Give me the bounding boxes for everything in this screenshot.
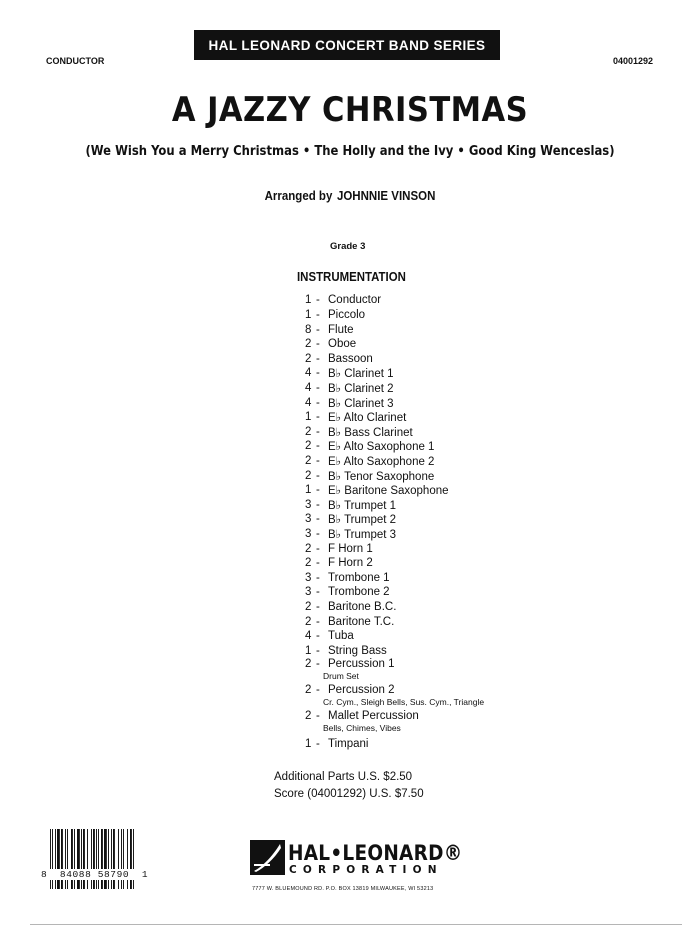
separator-dash: -	[316, 338, 320, 351]
instrument-row	[305, 600, 484, 615]
arranger-prefix: Arranged by	[264, 189, 333, 203]
separator-dash: -	[316, 644, 320, 657]
pricing	[274, 769, 424, 803]
separator-dash: -	[316, 557, 320, 570]
instrument-name: E♭ Alto Clarinet	[328, 412, 407, 425]
instrument-quantity: 1	[305, 737, 312, 750]
instrument-row	[305, 410, 484, 425]
instrument-quantity: 2	[305, 440, 312, 453]
instrument-quantity: 1	[305, 484, 312, 497]
piece-subtitle: (We Wish You a Merry Christmas • The Holly and the Ivy • Good King Wenceslas)	[85, 143, 615, 159]
catalog-number: 04001292	[612, 56, 653, 66]
instrument-name: Tuba	[328, 630, 354, 643]
barcode-number: 8 84088 58790 1	[41, 869, 149, 880]
instrument-name: Flute	[328, 323, 354, 336]
instrument-row	[305, 483, 484, 498]
instrument-name: B♭ Clarinet 3	[328, 397, 394, 410]
instrument-name: Mallet Percussion	[328, 709, 419, 722]
separator-dash: -	[316, 484, 320, 497]
instrument-row	[305, 322, 484, 337]
arranger-name: JOHNNIE VINSON	[336, 189, 436, 203]
instrument-row	[305, 658, 484, 670]
instrument-note: Bells, Chimes, Vibes	[323, 722, 401, 733]
instrument-quantity: 2	[305, 557, 312, 570]
instrument-quantity: 8	[305, 323, 312, 336]
publisher-corporation: CORPORATION	[289, 864, 443, 876]
instrument-row	[305, 454, 484, 469]
instrument-quantity: 1	[305, 294, 312, 307]
instrument-name: B♭ Trumpet 3	[328, 529, 397, 542]
instrument-quantity: 1	[305, 644, 312, 657]
instrument-row	[305, 439, 484, 454]
instrument-name: E♭ Baritone Saxophone	[328, 485, 449, 498]
instrument-name: F Horn 1	[328, 542, 373, 555]
instrument-note: Cr. Cym., Sleigh Bells, Sus. Cym., Triangle	[323, 696, 485, 707]
instrument-name: B♭ Tenor Saxophone	[328, 470, 435, 483]
piece-title: A JAZZY CHRISTMAS	[171, 90, 529, 130]
instrument-name: Bassoon	[328, 352, 373, 365]
separator-dash: -	[316, 455, 320, 467]
instrument-quantity: 2	[305, 469, 312, 482]
separator-dash: -	[316, 440, 320, 453]
instrument-name: B♭ Trumpet 1	[328, 499, 397, 512]
instrument-name: Percussion 1	[328, 657, 395, 670]
instrument-quantity: 3	[305, 528, 312, 541]
hal-leonard-logo-icon	[250, 840, 285, 875]
separator-dash: -	[316, 513, 320, 526]
separator-dash: -	[316, 411, 320, 424]
separator-dash: -	[316, 323, 320, 336]
instrument-name: Conductor	[328, 294, 382, 307]
instrument-quantity: 2	[305, 615, 312, 628]
instrument-quantity: 2	[305, 542, 312, 555]
instrument-name: Baritone B.C.	[328, 601, 397, 614]
instrument-quantity: 4	[305, 630, 312, 643]
separator-dash: -	[316, 308, 320, 321]
separator-dash: -	[316, 601, 320, 614]
separator-dash: -	[316, 367, 320, 380]
instrument-quantity: 3	[305, 586, 312, 599]
instrumentation-list	[305, 293, 484, 751]
instrumentation-heading: INSTRUMENTATION	[297, 269, 406, 284]
instrument-quantity: 4	[305, 367, 312, 380]
footer-divider	[30, 924, 682, 925]
separator-dash: -	[316, 737, 320, 750]
instrument-name: Piccolo	[328, 308, 366, 321]
grade-label: Grade 3	[330, 241, 366, 252]
series-title: HAL LEONARD CONCERT BAND SERIES	[208, 37, 486, 53]
instrument-quantity: 2	[305, 657, 312, 670]
instrument-quantity: 2	[305, 709, 312, 722]
separator-dash: -	[316, 469, 320, 482]
instrument-note: Drum Set	[323, 670, 359, 681]
instrument-name: E♭ Alto Saxophone 1	[328, 441, 435, 454]
score-price: Score (04001292) U.S. $7.50	[274, 788, 424, 800]
instrument-name: B♭ Clarinet 1	[328, 368, 394, 381]
separator-dash: -	[316, 657, 320, 670]
instrument-row	[305, 395, 484, 410]
instrument-row	[305, 293, 484, 308]
instrument-name: Oboe	[328, 338, 357, 351]
instrument-row	[305, 337, 484, 352]
instrument-quantity: 2	[305, 338, 312, 351]
instrument-quantity: 3	[305, 498, 312, 511]
instrument-quantity: 2	[305, 352, 312, 365]
instrument-quantity: 1	[305, 308, 312, 321]
instrument-row	[305, 468, 484, 483]
instrument-quantity: 4	[305, 381, 312, 394]
publisher-name: HAL•LEONARD®	[288, 841, 463, 865]
instrument-row	[305, 351, 484, 366]
instrument-row	[305, 556, 484, 571]
part-label: CONDUCTOR	[46, 56, 105, 66]
instrument-quantity: 4	[305, 396, 312, 409]
instrument-row	[305, 527, 484, 542]
instrument-quantity: 2	[305, 425, 312, 438]
separator-dash: -	[316, 528, 320, 541]
instrument-row	[305, 381, 484, 396]
instrument-row	[305, 308, 484, 323]
instrument-quantity: 3	[305, 513, 312, 526]
instrument-name: E♭ Alto Saxophone 2	[328, 456, 435, 468]
instrument-row	[305, 541, 484, 556]
instrument-row	[305, 571, 484, 586]
instrument-row	[305, 736, 484, 751]
instrument-name: B♭ Trumpet 2	[328, 514, 397, 527]
instrument-row	[305, 644, 484, 659]
separator-dash: -	[316, 542, 320, 555]
instrument-row	[305, 629, 484, 644]
instrument-row	[305, 512, 484, 527]
separator-dash: -	[316, 615, 320, 628]
instrument-name: String Bass	[328, 644, 387, 657]
instrument-quantity: 3	[305, 571, 312, 584]
instrument-row	[305, 424, 484, 439]
publisher-address: 7777 W. BLUEMOUND RD. P.O. BOX 13819 MILWAUKEE, WI 53213	[252, 886, 434, 892]
separator-dash: -	[316, 352, 320, 365]
separator-dash: -	[316, 396, 320, 409]
instrument-row	[305, 585, 484, 600]
separator-dash: -	[316, 709, 320, 722]
additional-parts-price: Additional Parts U.S. $2.50	[274, 771, 413, 783]
separator-dash: -	[316, 381, 320, 394]
instrument-row	[305, 498, 484, 513]
instrument-quantity: 1	[305, 411, 312, 424]
separator-dash: -	[316, 683, 320, 696]
instrument-name: Trombone 1	[328, 571, 390, 584]
separator-dash: -	[316, 586, 320, 599]
instrument-row	[305, 684, 484, 696]
instrument-quantity: 2	[305, 601, 312, 614]
separator-dash: -	[316, 425, 320, 438]
separator-dash: -	[316, 630, 320, 643]
instrument-name: Trombone 2	[328, 586, 390, 599]
arranger-credit	[28, 189, 672, 203]
instrument-name: B♭ Bass Clarinet	[328, 426, 413, 439]
separator-dash: -	[316, 294, 320, 307]
barcode	[50, 829, 152, 889]
separator-dash: -	[316, 498, 320, 511]
instrument-quantity: 2	[305, 683, 312, 696]
instrument-name: Percussion 2	[328, 683, 395, 696]
instrument-row	[305, 366, 484, 381]
instrument-row	[305, 710, 484, 722]
instrument-name: F Horn 2	[328, 557, 373, 570]
series-banner	[194, 30, 500, 60]
instrument-row	[305, 614, 484, 629]
instrument-quantity: 2	[305, 455, 312, 467]
instrument-name: B♭ Clarinet 2	[328, 382, 394, 395]
instrument-name: Baritone T.C.	[328, 615, 395, 628]
separator-dash: -	[316, 571, 320, 584]
instrument-name: Timpani	[328, 737, 369, 750]
